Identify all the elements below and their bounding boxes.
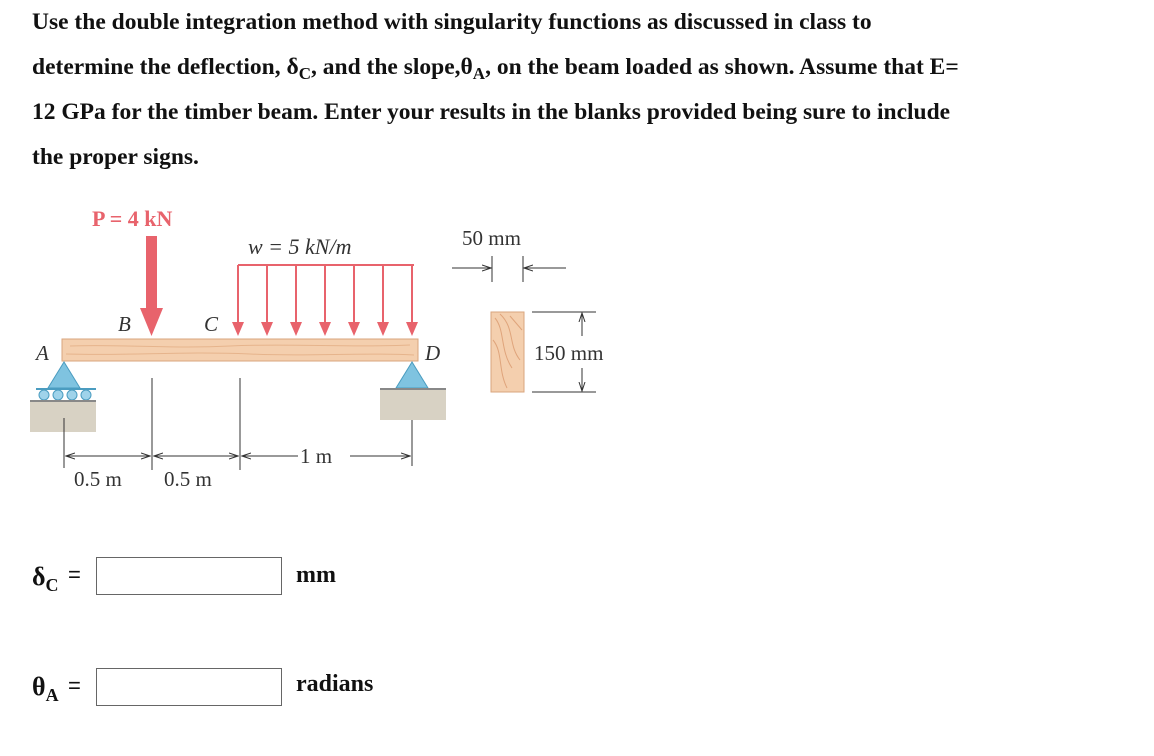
delta-unit: mm xyxy=(296,562,336,588)
distributed-load-label: w = 5 kN/m xyxy=(248,234,352,259)
distributed-load xyxy=(238,265,414,326)
theta-unit: radians xyxy=(296,671,374,697)
point-load-label: P = 4 kN xyxy=(92,206,173,231)
question-line-3: 12 GPa for the timber beam. Enter your results in the blanks provided being sure to include xyxy=(32,99,951,125)
dimension-lines xyxy=(64,378,412,470)
section-height-label: 150 mm xyxy=(534,341,604,365)
dim-ab-label: 0.5 m xyxy=(74,467,122,491)
question-line-4: the proper signs. xyxy=(32,144,199,170)
theta-a-label: $\theta_A$ xyxy=(32,672,59,705)
delta-c-label: $\delta_C$ xyxy=(32,562,59,595)
section-width-dimension xyxy=(452,256,566,282)
section-width-label: 50 mm xyxy=(462,226,521,250)
dim-bc-label: 0.5 m xyxy=(164,467,212,491)
distributed-load-arrowheads xyxy=(232,322,418,336)
beam-cross-section xyxy=(491,312,524,392)
point-b-label: B xyxy=(118,312,131,336)
theta-a-input[interactable] xyxy=(96,668,282,706)
point-d-label: D xyxy=(425,341,441,365)
question-line-2: determine the deflection, $\delta_C$, and the $slope,\theta_A$, on the beam loaded as shown. Assume that E= xyxy=(32,54,959,83)
point-a-label: A xyxy=(36,341,49,365)
delta-c-input[interactable] xyxy=(96,557,282,595)
dim-cd-label: 1 m xyxy=(300,444,333,468)
delta-equals: = xyxy=(68,562,81,587)
point-load-arrow xyxy=(140,236,163,336)
question-line-1: Use the double integration method with singularity functions as discussed in class to xyxy=(32,9,872,35)
timber-beam xyxy=(62,339,418,361)
pin-support-d xyxy=(380,362,446,420)
theta-equals: = xyxy=(68,673,81,698)
roller-support-a xyxy=(30,362,96,432)
point-c-label: C xyxy=(204,312,219,336)
